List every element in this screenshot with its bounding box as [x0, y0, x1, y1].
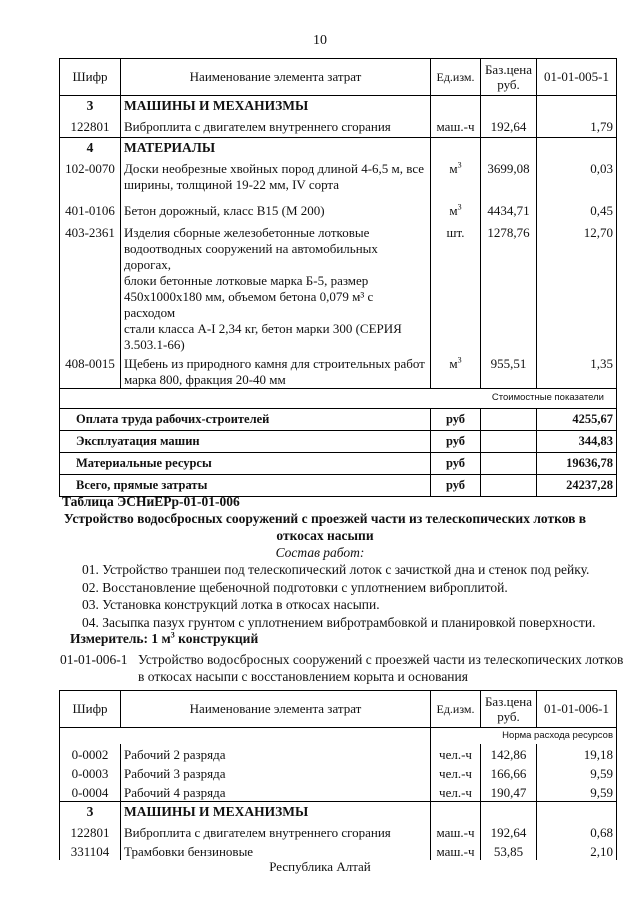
item-name-line: Доски необрезные хвойных пород длиной 4-6,5 м, все	[124, 160, 425, 176]
item-name	[121, 200, 431, 222]
item-price: 955,51	[481, 353, 537, 389]
item-quantity: 19,18	[537, 744, 617, 763]
item-quantity: 0,45	[537, 200, 617, 222]
empty-cell	[60, 728, 121, 745]
item-unit: $м^3$	[431, 353, 481, 389]
section-title: МАШИНЫ И МЕХАНИЗМЫ	[121, 802, 431, 822]
table-row	[60, 116, 617, 138]
table2-header	[60, 691, 617, 728]
item-price: 1278,76	[481, 222, 537, 353]
item-price: 190,47	[481, 782, 537, 802]
item-code: 102-0070	[60, 158, 121, 200]
section-number: 3	[60, 802, 121, 822]
total-value: 4255,67	[537, 408, 617, 430]
item-name-line: Бетон дорожный, класс В15 (М 200)	[124, 202, 325, 218]
total-label: Всего, прямые затраты	[60, 474, 431, 496]
empty-cell	[537, 802, 617, 822]
total-unit: руб	[431, 408, 481, 430]
rate-description: Устройство водосбросных сооружений с проезжей части из телескопических лотков в откосах насыпи с восстановлением корыта и основания	[138, 652, 624, 684]
empty-cell	[481, 474, 537, 496]
item-unit: маш.-ч	[431, 841, 481, 860]
empty-cell	[431, 802, 481, 822]
item-unit: чел.-ч	[431, 763, 481, 782]
item-unit: чел.-ч	[431, 782, 481, 802]
header-rate-code: 01-01-006-1	[537, 691, 617, 728]
empty-cell	[431, 138, 481, 158]
section-title: МАТЕРИАЛЫ	[121, 138, 431, 158]
table-row	[60, 841, 617, 860]
table-row	[60, 200, 617, 222]
item-code: 0-0002	[60, 744, 121, 763]
item-name: Трамбовки бензиновые	[121, 841, 431, 860]
section-number: 3	[60, 96, 121, 116]
header-price: Баз.цена руб.	[481, 691, 537, 728]
section-number: 4	[60, 138, 121, 158]
item-unit: $м^3$	[431, 158, 481, 200]
work-item: 01. Устройство траншеи под телескопический лоток с зачисткой дна и стенок под рейку.	[82, 562, 590, 577]
item-name-line: 450х1000х180 мм, объемом бетона 0,079 м³ с расходом	[124, 288, 374, 320]
item-price: 3699,08	[481, 158, 537, 200]
item-name: Рабочий 2 разряда	[121, 744, 431, 763]
table-row	[60, 158, 617, 200]
total-value: 24237,28	[537, 474, 617, 496]
section-row	[60, 802, 617, 822]
item-name: Рабочий 3 разряда	[121, 763, 431, 782]
item-name: Рабочий 4 разряда	[121, 782, 431, 802]
cost-indicators-row	[60, 388, 617, 408]
total-row	[60, 408, 617, 430]
table-row	[60, 822, 617, 841]
empty-cell	[481, 452, 537, 474]
item-name-line: блоки бетонные лотковые марка Б-5, размер	[124, 272, 369, 288]
item-quantity: 0,03	[537, 158, 617, 200]
total-unit: руб	[431, 474, 481, 496]
resource-table-2	[59, 690, 617, 860]
item-name: Виброплита с двигателем внутреннего сгорания	[121, 116, 431, 138]
item-unit: $м^3$	[431, 200, 481, 222]
total-label: Оплата труда рабочих-строителей	[60, 408, 431, 430]
item-price: 192,64	[481, 116, 537, 138]
item-code: 401-0106	[60, 200, 121, 222]
table-row	[60, 744, 617, 763]
norm-label: Норма расхода ресурсов	[431, 728, 617, 745]
section-row	[60, 96, 617, 116]
item-quantity: 1,79	[537, 116, 617, 138]
table1-header	[60, 59, 617, 96]
header-rate-code: 01-01-005-1	[537, 59, 617, 96]
empty-cell	[537, 138, 617, 158]
meter-label: Измеритель: 1 $м^3$ конструкций	[70, 630, 259, 646]
empty-cell	[537, 96, 617, 116]
item-code: 408-0015	[60, 353, 121, 389]
item-code: 331104	[60, 841, 121, 860]
cost-indicators-label: Стоимостные показатели	[60, 388, 617, 408]
table-row	[60, 222, 617, 353]
empty-cell	[121, 728, 431, 745]
empty-cell	[481, 408, 537, 430]
table-row	[60, 353, 617, 389]
header-code: Шифр	[60, 59, 121, 96]
item-name	[121, 353, 431, 389]
header-name: Наименование элемента затрат	[121, 691, 431, 728]
item-quantity: 12,70	[537, 222, 617, 353]
table-row	[60, 763, 617, 782]
total-label: Эксплуатация машин	[60, 430, 431, 452]
item-name-line: Изделия сборные железобетонные лотковые	[124, 224, 370, 240]
item-code: 122801	[60, 116, 121, 138]
item-code: 122801	[60, 822, 121, 841]
item-quantity: 9,59	[537, 763, 617, 782]
table-row	[60, 782, 617, 802]
empty-cell	[481, 96, 537, 116]
work-item: 04. Засыпка пазух грунтом с уплотнением вибротрамбовкой и планировкой поверхности.	[82, 614, 596, 630]
item-name	[121, 222, 431, 353]
header-price: Баз.цена руб.	[481, 59, 537, 96]
empty-cell	[431, 96, 481, 116]
item-name-line: 3.503.1-66)	[124, 336, 185, 352]
item-unit: чел.-ч	[431, 744, 481, 763]
resource-table-1	[59, 58, 617, 497]
item-price: 166,66	[481, 763, 537, 782]
total-unit: руб	[431, 430, 481, 452]
rate-code: 01-01-006-1	[60, 652, 128, 667]
table-label: Таблица ЭСНиЕРр-01-01-006	[62, 494, 240, 509]
item-price: 4434,71	[481, 200, 537, 222]
norm-row	[60, 728, 617, 745]
empty-cell	[481, 802, 537, 822]
composition-title: Состав работ:	[275, 545, 365, 560]
item-quantity: 0,68	[537, 822, 617, 841]
empty-cell	[481, 430, 537, 452]
footer-region: Республика Алтай	[269, 859, 371, 874]
item-quantity: 2,10	[537, 841, 617, 860]
work-item: 02. Восстановление щебеночной подготовки с уплотнением виброплитой.	[82, 579, 508, 595]
item-code: 0-0003	[60, 763, 121, 782]
item-price: 192,64	[481, 822, 537, 841]
section-title: МАШИНЫ И МЕХАНИЗМЫ	[121, 96, 431, 116]
item-name-line: ширины, толщиной 19-22 мм, IV сорта	[124, 176, 340, 192]
section-row	[60, 138, 617, 158]
item-quantity: 9,59	[537, 782, 617, 802]
item-price: 53,85	[481, 841, 537, 860]
item-quantity: 1,35	[537, 353, 617, 389]
total-value: 344,83	[537, 430, 617, 452]
header-name: Наименование элемента затрат	[121, 59, 431, 96]
total-label: Материальные ресурсы	[60, 452, 431, 474]
item-price: 142,86	[481, 744, 537, 763]
item-code: 403-2361	[60, 222, 121, 353]
total-unit: руб	[431, 452, 481, 474]
item-name: Виброплита с двигателем внутреннего сгорания	[121, 822, 431, 841]
section-heading: Устройство водосбросных сооружений с проезжей части из телескопических лотков в откосах насыпи	[63, 511, 587, 543]
header-code: Шифр	[60, 691, 121, 728]
empty-cell	[481, 138, 537, 158]
work-item: 03. Установка конструкций лотка в откосах насыпи.	[82, 597, 380, 612]
item-unit: маш.-ч	[431, 822, 481, 841]
item-name-line: марка 800, фракция 20-40 мм	[124, 371, 286, 387]
item-unit: шт.	[431, 222, 481, 353]
page-number: 10	[313, 33, 327, 48]
total-row	[60, 452, 617, 474]
total-value: 19636,78	[537, 452, 617, 474]
item-code: 0-0004	[60, 782, 121, 802]
item-name-line: водоотводных сооружений на автомобильных дорогах,	[124, 240, 378, 272]
header-unit: Ед.изм.	[431, 691, 481, 728]
item-name-line: стали класса А-I 2,34 кг, бетон марки 300 (СЕРИЯ	[124, 320, 402, 336]
item-unit: маш.-ч	[431, 116, 481, 138]
item-name-line: Щебень из природного камня для строительных работ	[124, 355, 425, 371]
total-row	[60, 430, 617, 452]
header-unit: Ед.изм.	[431, 59, 481, 96]
works-list	[82, 561, 596, 631]
item-name	[121, 158, 431, 200]
